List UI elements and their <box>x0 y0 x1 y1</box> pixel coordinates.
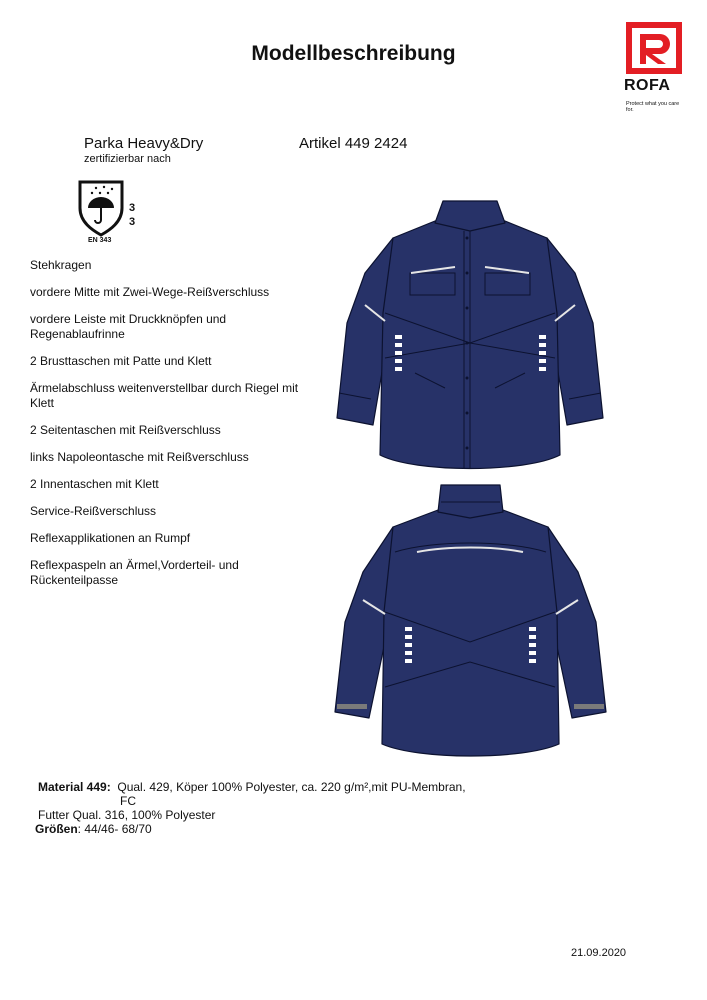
rain-umbrella-pictogram-icon <box>76 178 126 238</box>
feature-item: vordere Mitte mit Zwei-Wege-Reißverschluss <box>30 285 270 299</box>
article-number: Artikel 449 2424 <box>299 135 408 152</box>
brand-name: ROFA <box>624 77 671 94</box>
feature-item: Reflexpaspeln an Ärmel,Vorderteil- und Rückenteilpasse <box>30 558 239 587</box>
feature-list <box>30 258 300 600</box>
material-text-cont: FC <box>120 794 136 808</box>
product-name: Parka Heavy&Dry <box>84 135 204 152</box>
parka-front-view <box>335 193 605 478</box>
parka-back-view <box>333 482 608 762</box>
feature-item: 2 Innentaschen mit Klett <box>30 477 159 491</box>
feature-item: Ärmelabschluss weitenverstellbar durch Riegel mit Klett <box>30 381 299 410</box>
feature-item: vordere Leiste mit Druckknöpfen und Regenablaufrinne <box>30 312 227 341</box>
rofa-logo-icon <box>624 22 684 74</box>
feature-item: Service-Reißverschluss <box>30 504 157 518</box>
page-title: Modellbeschreibung <box>251 42 456 65</box>
sizes-label: Größen <box>35 822 78 836</box>
brand-tagline: Protect what you care for. <box>626 101 680 113</box>
sizes-value: : 44/46- 68/70 <box>77 822 152 836</box>
lining-text: Futter Qual. 316, 100% Polyester <box>38 808 216 822</box>
sizes-line <box>35 822 152 836</box>
certification-level-2: 3 <box>129 216 136 228</box>
certification-standard: EN 343 <box>88 237 112 244</box>
material-label: Material 449: <box>38 780 111 794</box>
feature-item: Stehkragen <box>30 258 92 272</box>
feature-item: 2 Seitentaschen mit Reißverschluss <box>30 423 221 437</box>
feature-item: 2 Brusttaschen mit Patte und Klett <box>30 354 212 368</box>
feature-item: links Napoleontasche mit Reißverschluss <box>30 450 249 464</box>
certified-note: zertifizierbar nach <box>84 153 171 165</box>
material-line <box>38 780 466 794</box>
footer-date: 21.09.2020 <box>571 947 627 959</box>
feature-item: Reflexapplikationen an Rumpf <box>30 531 191 545</box>
certification-level-1: 3 <box>129 202 136 214</box>
certification-levels <box>129 201 135 229</box>
material-text: Qual. 429, Köper 100% Polyester, ca. 220 g/m²,mit PU-Membran, <box>117 780 466 794</box>
